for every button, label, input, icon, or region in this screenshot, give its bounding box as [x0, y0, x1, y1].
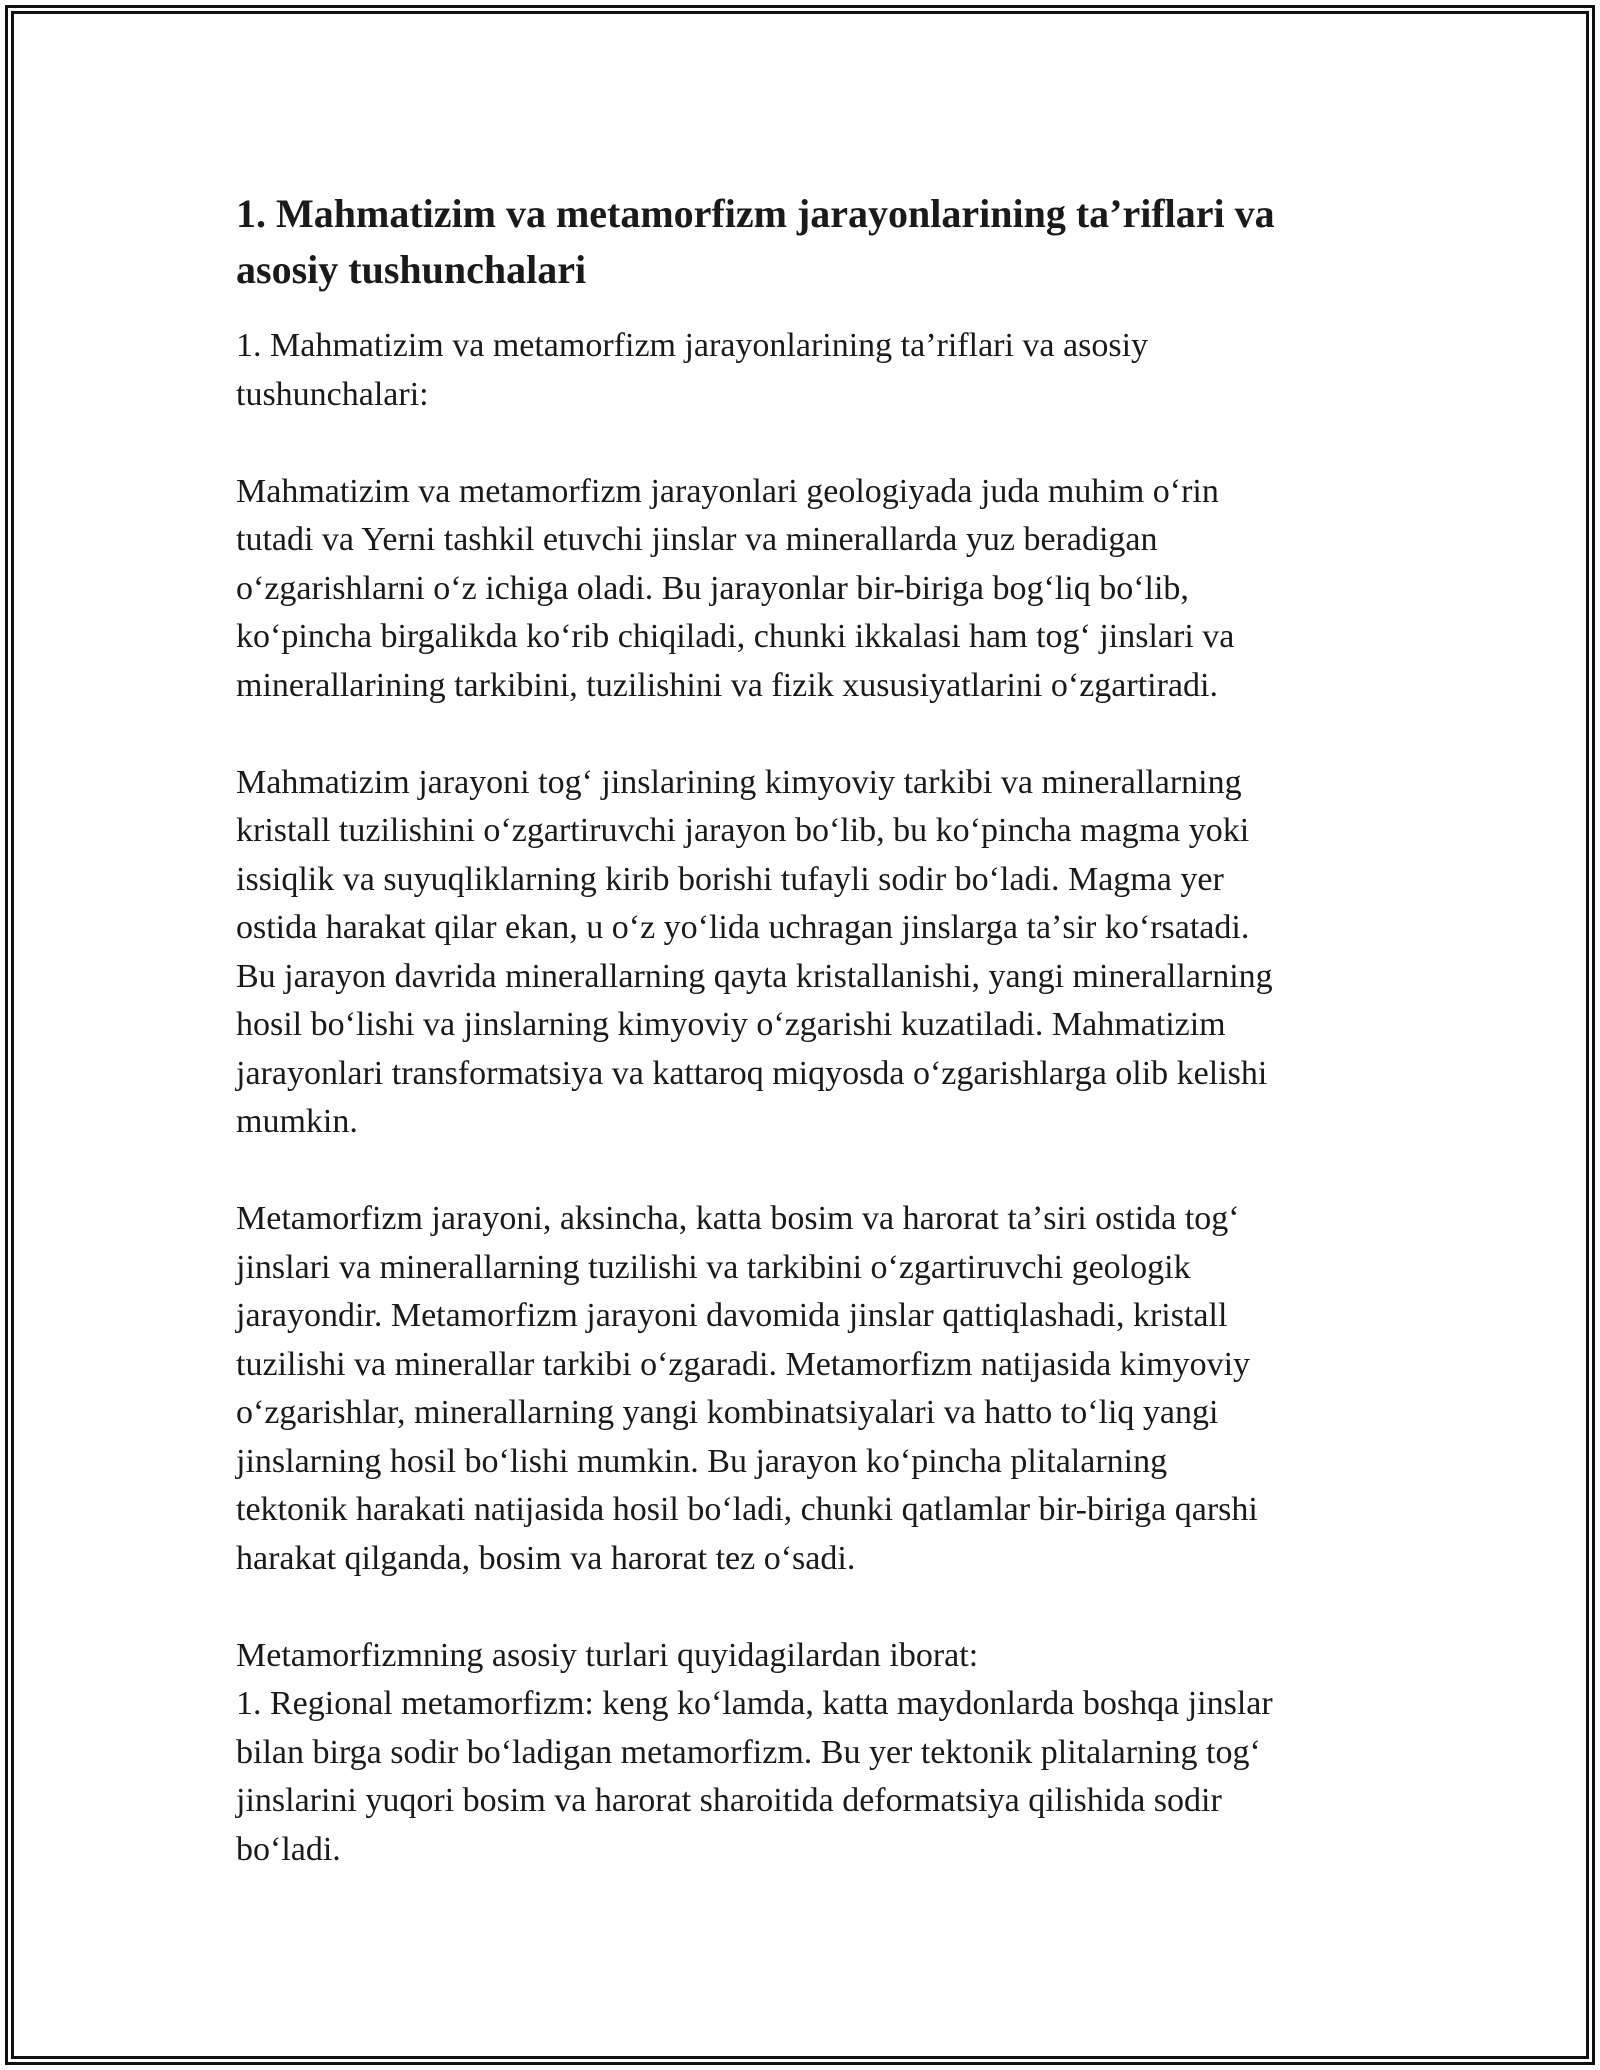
text-line: ostida harakat qilar ekan, u oʻz yoʻlida uchragan jinslarga taʼsir koʻrsatadi. [236, 909, 1250, 946]
text-line: oʻzgarishlarni oʻz ichiga oladi. Bu jarayonlar bir-biriga bogʻliq boʻlib, [236, 569, 1189, 607]
text-line: mumkin. [236, 1103, 358, 1140]
text-line: minerallarining tarkibini, tuzilishini va fizik xususiyatlarini oʻzgartiradi. [236, 666, 1218, 704]
paragraph-metamorfizm [236, 1195, 1376, 1583]
paragraph-overview [236, 468, 1376, 711]
heading-line: asosiy tushunchalari [236, 247, 587, 292]
text-line: jinslari va minerallarning tuzilishi va tarkibini oʻzgartiruvchi geologik [236, 1248, 1191, 1286]
text-line: oʻzgarishlar, minerallarning yangi kombinatsiyalari va hatto toʻliq yangi [236, 1394, 1219, 1431]
paragraph-types [236, 1632, 1376, 1875]
text-line: jinslarning hosil boʻlishi mumkin. Bu jarayon koʻpincha plitalarning [236, 1442, 1168, 1480]
text-line: Metamorfizmning asosiy turlari quyidagilardan iborat: [236, 1636, 979, 1674]
text-line: tuzilishi va minerallar tarkibi oʻzgaradi. Metamorfizm natijasida kimyoviy [236, 1345, 1251, 1383]
text-line: koʻpincha birgalikda koʻrib chiqiladi, chunki ikkalasi ham togʻ jinslari va [236, 618, 1235, 655]
text-line: tektonik harakati natijasida hosil boʻladi, chunki qatlamlar bir-biriga qarshi [236, 1491, 1258, 1528]
document-heading [236, 186, 1376, 298]
text-line: hosil boʻlishi va jinslarning kimyoviy oʻzgarishi kuzatiladi. Mahmatizim [236, 1006, 1226, 1043]
text-line: Bu jarayon davrida minerallarning qayta kristallanishi, yangi minerallarning [236, 957, 1273, 995]
text-line: kristall tuzilishini oʻzgartiruvchi jarayon boʻlib, bu koʻpincha magma yoki [236, 812, 1250, 849]
text-line: bilan birga sodir boʻladigan metamorfizm. Bu yer tektonik plitalarning togʻ [236, 1733, 1261, 1771]
text-line: Metamorfizm jarayoni, aksincha, katta bosim va harorat taʼsiri ostida togʻ [236, 1200, 1240, 1237]
text-line: jarayondir. Metamorfizm jarayoni davomida jinslar qattiqlashadi, kristall [236, 1297, 1228, 1334]
text-line: tutadi va Yerni tashkil etuvchi jinslar va minerallarda yuz beradigan [236, 521, 1158, 558]
text-line: boʻladi. [236, 1830, 341, 1868]
paragraph-intro [236, 322, 1376, 419]
text-line: Mahmatizim va metamorfizm jarayonlari geologiyada juda muhim oʻrin [236, 472, 1219, 510]
text-line: 1. Regional metamorfizm: keng koʻlamda, katta maydonlarda boshqa jinslar [236, 1685, 1273, 1722]
text-line: jarayonlari transformatsiya va kattaroq miqyosda oʻzgarishlarga olib kelishi [236, 1054, 1268, 1092]
document-body [236, 186, 1376, 1874]
text-line: jinslarini yuqori bosim va harorat sharoitida deformatsiya qilishida sodir [236, 1782, 1222, 1819]
text-line: harakat qilganda, bosim va harorat tez oʻsadi. [236, 1539, 856, 1577]
text-line: 1. Mahmatizim va metamorfizm jarayonlarining ta’riflari va asosiy [236, 327, 1149, 364]
heading-line: 1. Mahmatizim va metamorfizm jarayonlarining ta’riflari va [236, 191, 1275, 236]
text-line: tushunchalari: [236, 375, 429, 413]
text-line: issiqlik va suyuqliklarning kirib borishi tufayli sodir boʻladi. Magma yer [236, 860, 1224, 898]
text-line: Mahmatizim jarayoni togʻ jinslarining kimyoviy tarkibi va minerallarning [236, 763, 1242, 801]
paragraph-mahmatizim [236, 759, 1376, 1147]
